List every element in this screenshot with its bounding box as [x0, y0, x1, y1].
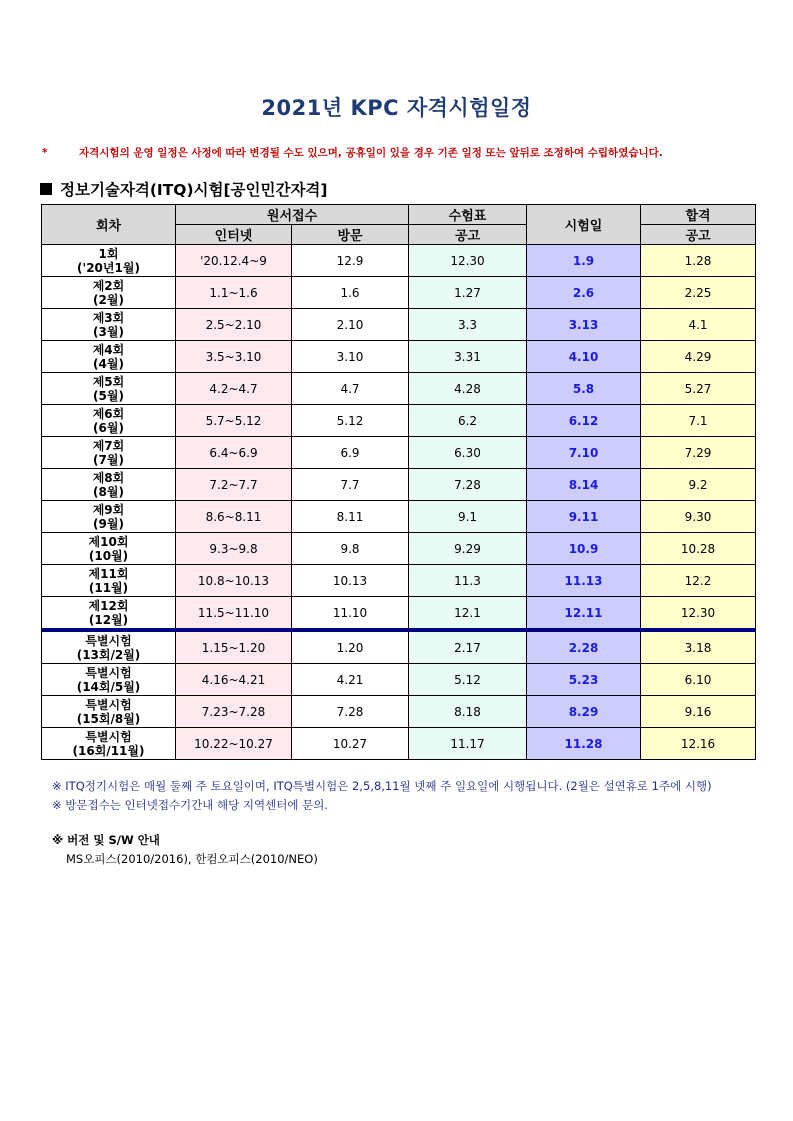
exam-date-cell: 3.13 — [527, 309, 641, 341]
table-row — [42, 664, 756, 696]
exam-date-cell: 12.11 — [527, 597, 641, 631]
visit-date-cell: 1.20 — [292, 630, 409, 664]
ticket-date-cell: 12.30 — [409, 245, 527, 277]
internet-date-cell: '20.12.4~9 — [176, 245, 292, 277]
round-cell — [42, 373, 176, 405]
sw-info-body: MS오피스(2010/2016), 한컴오피스(2010/NEO) — [66, 852, 318, 866]
section-title: 정보기술자격(ITQ)시험[공인민간자격] — [60, 181, 328, 199]
exam-date-cell: 7.10 — [527, 437, 641, 469]
visit-date-cell: 2.10 — [292, 309, 409, 341]
visit-date-cell: 12.9 — [292, 245, 409, 277]
exam-date-cell: 5.8 — [527, 373, 641, 405]
visit-date-cell: 4.21 — [292, 664, 409, 696]
header-ticket-bottom: 공고 — [409, 225, 527, 245]
round-period: (2월) — [93, 292, 124, 307]
pass-date-cell: 9.16 — [641, 696, 756, 728]
round-cell — [42, 533, 176, 565]
pass-date-cell: 7.1 — [641, 405, 756, 437]
round-name: 특별시험 — [85, 665, 132, 680]
ticket-date-cell: 7.28 — [409, 469, 527, 501]
round-period: (12월) — [88, 612, 129, 627]
exam-date-cell: 2.28 — [527, 630, 641, 664]
round-period: (3월) — [93, 324, 124, 339]
table-row — [42, 565, 756, 597]
table-row — [42, 533, 756, 565]
round-name: 특별시험 — [85, 729, 132, 744]
internet-date-cell: 4.16~4.21 — [176, 664, 292, 696]
table-row — [42, 630, 756, 664]
ticket-date-cell: 8.18 — [409, 696, 527, 728]
footnote-itq-schedule: ※ ITQ정기시험은 매월 둘째 주 토요일이며, ITQ특별시험은 2,5,8,11월 넷째 주 일요일에 시행됩니다. (2월은 설연휴로 1주에 시행) — [52, 779, 712, 793]
schedule-body — [42, 245, 756, 760]
internet-date-cell: 2.5~2.10 — [176, 309, 292, 341]
round-cell — [42, 405, 176, 437]
pass-date-cell: 12.16 — [641, 728, 756, 760]
internet-date-cell: 7.23~7.28 — [176, 696, 292, 728]
table-row — [42, 469, 756, 501]
round-cell — [42, 437, 176, 469]
schedule-notice — [42, 145, 762, 160]
ticket-date-cell: 2.17 — [409, 630, 527, 664]
round-period: (4월) — [93, 356, 124, 371]
round-cell — [42, 341, 176, 373]
pass-date-cell: 9.2 — [641, 469, 756, 501]
header-round: 회차 — [42, 205, 176, 245]
ticket-date-cell: 9.1 — [409, 501, 527, 533]
internet-date-cell: 1.15~1.20 — [176, 630, 292, 664]
pass-date-cell: 7.29 — [641, 437, 756, 469]
ticket-date-cell: 1.27 — [409, 277, 527, 309]
round-cell — [42, 469, 176, 501]
page-title: 2021년 KPC 자격시험일정 — [261, 96, 532, 120]
table-row — [42, 309, 756, 341]
ticket-date-cell: 3.3 — [409, 309, 527, 341]
round-period: (9월) — [93, 516, 124, 531]
visit-date-cell: 7.28 — [292, 696, 409, 728]
footnote-visit: ※ 방문접수는 인터넷접수기간내 해당 지역센터에 문의. — [52, 798, 328, 812]
round-cell — [42, 277, 176, 309]
ticket-date-cell: 3.31 — [409, 341, 527, 373]
notice-asterisk: * — [42, 147, 48, 159]
internet-date-cell: 10.22~10.27 — [176, 728, 292, 760]
header-pass-bottom: 공고 — [641, 225, 756, 245]
pass-date-cell: 4.1 — [641, 309, 756, 341]
round-name: 제10회 — [88, 534, 129, 549]
round-cell — [42, 245, 176, 277]
internet-date-cell: 4.2~4.7 — [176, 373, 292, 405]
exam-date-cell: 2.6 — [527, 277, 641, 309]
ticket-date-cell: 6.2 — [409, 405, 527, 437]
square-bullet-icon — [40, 183, 52, 195]
exam-date-cell: 11.28 — [527, 728, 641, 760]
pass-date-cell: 4.29 — [641, 341, 756, 373]
ticket-date-cell: 11.3 — [409, 565, 527, 597]
round-name: 제2회 — [92, 278, 125, 293]
header-internet: 인터넷 — [176, 225, 292, 245]
round-cell — [42, 597, 176, 631]
round-period: (16회/11월) — [72, 743, 145, 758]
round-period: (13회/2월) — [76, 647, 141, 662]
round-name: 특별시험 — [85, 697, 132, 712]
round-period: (5월) — [93, 388, 124, 403]
round-period: (15회/8월) — [76, 711, 141, 726]
round-cell — [42, 728, 176, 760]
round-name: 1회 — [98, 246, 119, 261]
exam-date-cell: 4.10 — [527, 341, 641, 373]
table-row — [42, 696, 756, 728]
table-row — [42, 341, 756, 373]
round-name: 제9회 — [92, 502, 125, 517]
ticket-date-cell: 4.28 — [409, 373, 527, 405]
round-period: (7월) — [93, 452, 124, 467]
ticket-date-cell: 11.17 — [409, 728, 527, 760]
round-name: 특별시험 — [85, 633, 132, 648]
table-row — [42, 728, 756, 760]
visit-date-cell: 7.7 — [292, 469, 409, 501]
pass-date-cell: 5.27 — [641, 373, 756, 405]
round-period: (10월) — [88, 548, 129, 563]
internet-date-cell: 7.2~7.7 — [176, 469, 292, 501]
exam-date-cell: 9.11 — [527, 501, 641, 533]
round-cell — [42, 630, 176, 664]
internet-date-cell: 10.8~10.13 — [176, 565, 292, 597]
section-heading — [40, 178, 327, 200]
visit-date-cell: 10.27 — [292, 728, 409, 760]
round-name: 제3회 — [92, 310, 125, 325]
exam-date-cell: 5.23 — [527, 664, 641, 696]
table-row — [42, 245, 756, 277]
header-ticket-top: 수험표 — [409, 205, 527, 225]
internet-date-cell: 1.1~1.6 — [176, 277, 292, 309]
exam-date-cell: 8.14 — [527, 469, 641, 501]
pass-date-cell: 9.30 — [641, 501, 756, 533]
internet-date-cell: 8.6~8.11 — [176, 501, 292, 533]
visit-date-cell: 5.12 — [292, 405, 409, 437]
header-visit: 방문 — [292, 225, 409, 245]
round-period: (11월) — [88, 580, 129, 595]
ticket-date-cell: 5.12 — [409, 664, 527, 696]
exam-date-cell: 11.13 — [527, 565, 641, 597]
visit-date-cell: 4.7 — [292, 373, 409, 405]
round-name: 제7회 — [92, 438, 125, 453]
ticket-date-cell: 9.29 — [409, 533, 527, 565]
table-row — [42, 373, 756, 405]
round-cell — [42, 565, 176, 597]
visit-date-cell: 6.9 — [292, 437, 409, 469]
table-row — [42, 437, 756, 469]
round-name: 제8회 — [92, 470, 125, 485]
visit-date-cell: 11.10 — [292, 597, 409, 631]
table-row — [42, 277, 756, 309]
table-row — [42, 501, 756, 533]
round-period: (8월) — [93, 484, 124, 499]
round-period: (14회/5월) — [76, 679, 141, 694]
ticket-date-cell: 6.30 — [409, 437, 527, 469]
exam-date-cell: 8.29 — [527, 696, 641, 728]
pass-date-cell: 12.2 — [641, 565, 756, 597]
round-name: 제6회 — [92, 406, 125, 421]
visit-date-cell: 9.8 — [292, 533, 409, 565]
round-name: 제5회 — [92, 374, 125, 389]
exam-date-cell: 6.12 — [527, 405, 641, 437]
round-cell — [42, 309, 176, 341]
ticket-date-cell: 12.1 — [409, 597, 527, 631]
round-name: 제11회 — [88, 566, 129, 581]
sw-info-title: ※ 버전 및 S/W 안내 — [52, 833, 160, 847]
pass-date-cell: 6.10 — [641, 664, 756, 696]
internet-date-cell: 3.5~3.10 — [176, 341, 292, 373]
visit-date-cell: 3.10 — [292, 341, 409, 373]
internet-date-cell: 11.5~11.10 — [176, 597, 292, 631]
pass-date-cell: 3.18 — [641, 630, 756, 664]
header-application: 원서접수 — [176, 205, 409, 225]
visit-date-cell: 8.11 — [292, 501, 409, 533]
pass-date-cell: 2.25 — [641, 277, 756, 309]
header-exam: 시험일 — [527, 205, 641, 245]
round-period: (6월) — [93, 420, 124, 435]
round-name: 제12회 — [88, 598, 129, 613]
header-pass-top: 합격 — [641, 205, 756, 225]
round-cell — [42, 696, 176, 728]
exam-date-cell: 1.9 — [527, 245, 641, 277]
round-name: 제4회 — [92, 342, 125, 357]
internet-date-cell: 9.3~9.8 — [176, 533, 292, 565]
internet-date-cell: 6.4~6.9 — [176, 437, 292, 469]
exam-date-cell: 10.9 — [527, 533, 641, 565]
exam-schedule-table — [41, 204, 756, 760]
visit-date-cell: 10.13 — [292, 565, 409, 597]
table-row — [42, 597, 756, 631]
round-period: ('20년1월) — [77, 260, 140, 275]
visit-date-cell: 1.6 — [292, 277, 409, 309]
internet-date-cell: 5.7~5.12 — [176, 405, 292, 437]
pass-date-cell: 12.30 — [641, 597, 756, 631]
table-row — [42, 405, 756, 437]
pass-date-cell: 1.28 — [641, 245, 756, 277]
notice-text: 자격시험의 운영 일정은 사정에 따라 변경될 수도 있으며, 공휴일이 있을 경우 기존 일정 또는 앞뒤로 조정하여 수립하였습니다. — [79, 147, 663, 159]
pass-date-cell: 10.28 — [641, 533, 756, 565]
round-cell — [42, 501, 176, 533]
round-cell — [42, 664, 176, 696]
